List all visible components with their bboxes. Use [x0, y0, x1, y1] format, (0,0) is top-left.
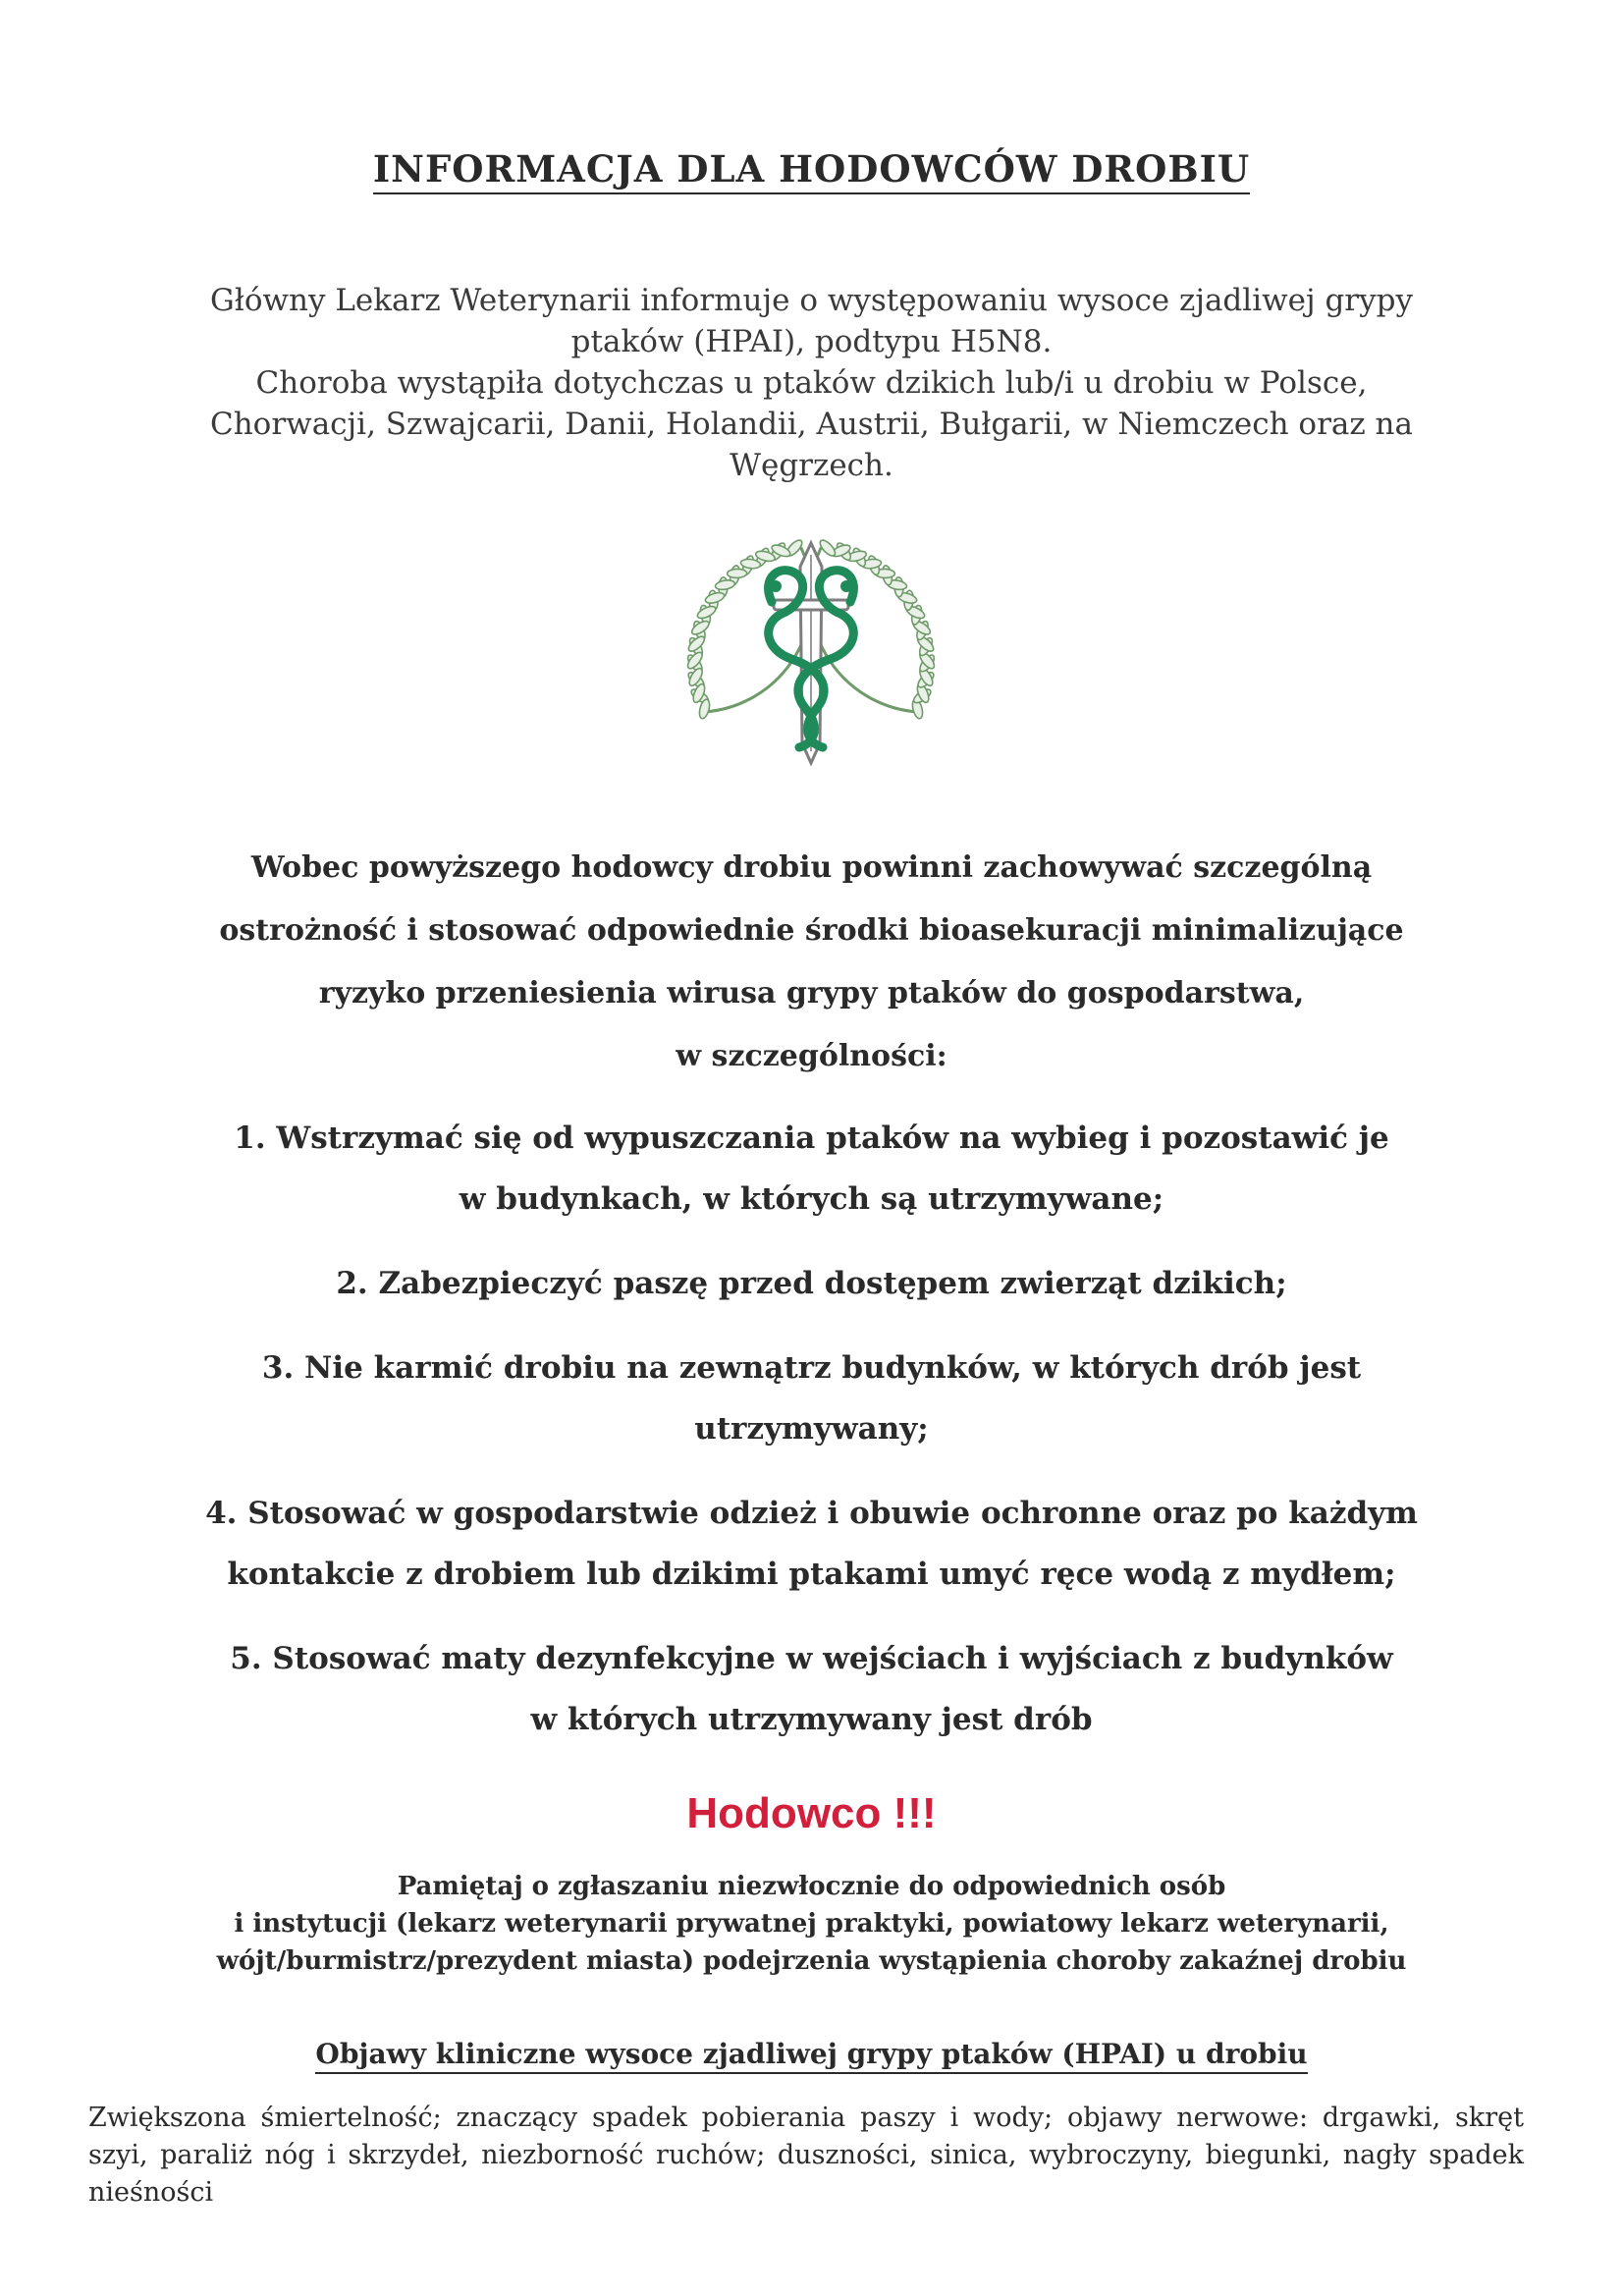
recommendations-list — [88, 1108, 1535, 1774]
lead-line: Wobec powyższego hodowcy drobiu powinni zachowywać szczególną — [250, 850, 1373, 885]
list-item-line: utrzymywany; — [694, 1411, 929, 1447]
list-item-line: kontakcie z drobiem lub dzikimi ptakami umyć ręce wodą z mydłem; — [227, 1557, 1396, 1592]
list-item-line: w których utrzymywany jest drób — [530, 1702, 1093, 1737]
intro-paragraph — [98, 280, 1525, 486]
intro-line: Choroba wystąpiła dotychczas u ptaków dzikich lub/i u drobiu w Polsce, — [255, 365, 1368, 401]
list-item — [88, 1253, 1535, 1314]
notice-line: i instytucji (lekarz weterynarii prywatnej praktyki, powiatowy lekarz weterynarii, — [234, 1909, 1389, 1939]
lead-line: ryzyko przeniesienia wirusa grypy ptaków do gospodarstwa, — [318, 976, 1305, 1011]
symptoms-heading-text: Objawy kliniczne wysoce zjadliwej grypy ptaków (HPAI) u drobiu — [315, 2038, 1307, 2074]
list-item-line: 1. Wstrzymać się od wypuszczania ptaków na wybieg i pozostawić je — [234, 1121, 1389, 1156]
list-item — [88, 1483, 1535, 1605]
lead-paragraph — [98, 837, 1525, 1088]
symptoms-text: Zwiększona śmiertelność; znaczący spadek pobierania paszy i wody; objawy nerwowe: drgawki, skręt szyi, paraliż nóg i skrzydeł, niezborność ruchów; duszności, sinica, wybroczyny, biegunki, nagły spadek nieśności — [88, 2103, 1524, 2208]
document-title-text: INFORMACJA DLA HODOWCÓW DROBIU — [373, 147, 1250, 194]
notice-line: wójt/burmistrz/prezydent miasta) podejrzenia wystąpienia choroby zakaźnej drobiu — [216, 1946, 1407, 1976]
list-item-line: 2. Zabezpieczyć paszę przed dostępem zwierząt dzikich; — [336, 1266, 1287, 1301]
list-item — [88, 1108, 1535, 1230]
notice-line: Pamiętaj o zgłaszaniu niezwłocznie do odpowiednich osób — [397, 1872, 1226, 1901]
list-item-line: 5. Stosować maty dezynfekcyjne w wejściach i wyjściach z budynków — [230, 1641, 1393, 1676]
list-item-line: 4. Stosować w gospodarstwie odzież i obuwie ochronne oraz po każdym — [205, 1496, 1418, 1531]
list-item-line: 3. Nie karmić drobiu na zewnątrz budynków, w których drób jest — [261, 1350, 1362, 1386]
document-title — [0, 147, 1623, 191]
wreath-leaf-icon — [704, 591, 726, 606]
lead-line: w szczególności: — [676, 1039, 947, 1073]
veterinary-inspection-emblem-icon — [654, 516, 968, 786]
alert-heading: Hodowco !!! — [686, 1789, 937, 1837]
intro-line: Główny Lekarz Weterynarii informuje o występowaniu wysoce zjadliwej grypy — [210, 283, 1413, 318]
intro-line: Węgrzech. — [730, 448, 893, 483]
intro-line: Chorwacji, Szwajcarii, Danii, Holandii, Austrii, Bułgarii, w Niemczech oraz na — [210, 407, 1413, 442]
notice-paragraph — [88, 1868, 1535, 1980]
list-item — [88, 1628, 1535, 1750]
wreath-leaf-icon — [715, 579, 735, 591]
list-item-line: w budynkach, w których są utrzymywane; — [459, 1181, 1164, 1217]
lead-line: ostrożność i stosować odpowiednie środki bioasekuracji minimalizujące — [219, 913, 1404, 948]
list-item — [88, 1338, 1535, 1459]
wreath-leaf-icon — [728, 569, 747, 577]
symptoms-heading — [0, 2038, 1623, 2070]
intro-line: ptaków (HPAI), podtypu H5N8. — [570, 324, 1053, 359]
